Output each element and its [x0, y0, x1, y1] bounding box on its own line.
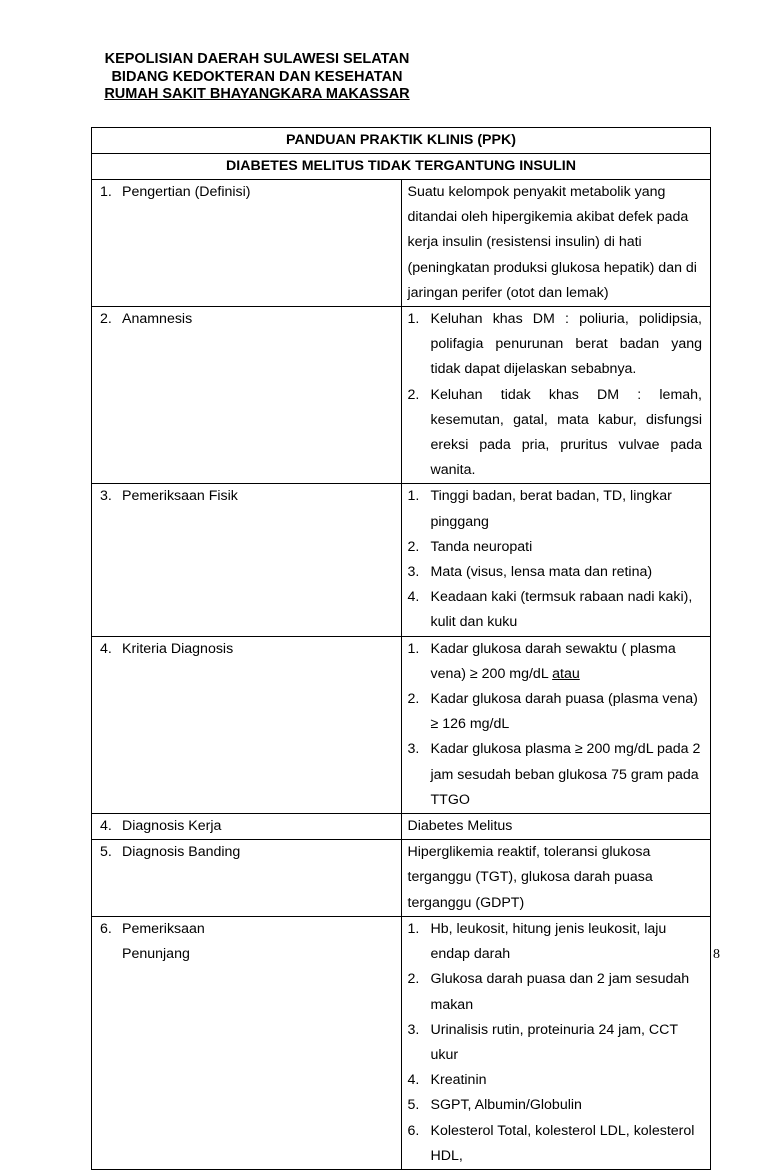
list-item [408, 585, 703, 635]
list-item-text: Kadar glukosa darah puasa (plasma vena) ≥ 126 mg/dL [430, 691, 698, 733]
row-label-cell [92, 814, 402, 840]
table-title: PANDUAN PRAKTIK KLINIS (PPK) [92, 128, 711, 154]
list-item [408, 687, 703, 737]
row-content-cell [401, 307, 711, 484]
list-item-number: 5. [407, 1097, 420, 1114]
row-number: 4. [100, 818, 112, 835]
list-item-number: 4. [407, 589, 420, 606]
list-item-number: 1. [407, 640, 420, 657]
row-number: 2. [100, 311, 112, 328]
table-row [92, 180, 711, 307]
list-item [408, 1068, 703, 1093]
item-list [408, 307, 703, 483]
table-row [92, 840, 711, 917]
row-label-cell [92, 636, 402, 813]
row-number: 4. [100, 640, 112, 657]
item-list [408, 484, 703, 635]
list-item [408, 1018, 703, 1068]
list-item-number: 3. [407, 564, 420, 581]
table-row [92, 636, 711, 813]
list-item [408, 560, 703, 585]
row-number: 3. [100, 488, 112, 505]
list-item [408, 917, 703, 967]
row-content-cell [401, 840, 711, 917]
document-header [92, 51, 422, 104]
ppk-table [91, 127, 711, 1170]
row-label: Pemeriksaan Fisik [122, 488, 238, 505]
list-item-text: Mata (visus, lensa mata dan retina) [430, 564, 653, 581]
list-item-text: Keadaan kaki (termsuk rabaan nadi kaki), kulit dan kuku [430, 589, 693, 631]
list-item-text: Urinalisis rutin, proteinuria 24 jam, CCT ukur [430, 1021, 678, 1063]
list-item [408, 637, 703, 687]
item-list [408, 917, 703, 1169]
list-item-number: 2. [407, 691, 420, 708]
list-item-number: 1. [407, 488, 420, 505]
list-item-number: 1. [407, 311, 420, 328]
list-item-number: 1. [407, 920, 420, 937]
row-label-cell [92, 916, 402, 1169]
row-content-cell [401, 180, 711, 307]
list-item-number: 2. [407, 538, 420, 555]
row-label: Diagnosis Banding [122, 844, 241, 861]
page-number: 8 [713, 947, 720, 962]
list-item [408, 535, 703, 560]
row-label-cell [92, 840, 402, 917]
list-item [408, 383, 703, 484]
list-item-number: 4. [407, 1072, 420, 1089]
list-item-text: SGPT, Albumin/Globulin [430, 1097, 582, 1114]
header-line-1: KEPOLISIAN DAERAH SULAWESI SELATAN [104, 51, 410, 67]
row-content-cell [401, 916, 711, 1169]
table-row [92, 307, 711, 484]
list-item-text: Kolesterol Total, kolesterol LDL, kolesterol HDL, [430, 1122, 695, 1164]
list-item-number: 2. [407, 386, 420, 403]
row-text: Hiperglikemia reaktif, toleransi glukosa terganggu (TGT), glukosa darah puasa terganggu (GDPT) [407, 844, 653, 911]
list-item [408, 967, 703, 1017]
item-list [408, 637, 703, 813]
list-item-text: Tanda neuropati [430, 538, 533, 555]
row-label-cell [92, 180, 402, 307]
row-content-cell [401, 814, 711, 840]
list-item-text: Kreatinin [430, 1072, 487, 1089]
title-row [92, 128, 711, 154]
row-label: Anamnesis [122, 311, 193, 328]
row-label-cell [92, 307, 402, 484]
list-item [408, 307, 703, 383]
list-item-text: Keluhan tidak khas DM : lemah, kesemutan, gatal, mata kabur, disfungsi ereksi pada pria, pruritus vulvae pada wanita. [430, 386, 702, 479]
list-item-text: Hb, leukosit, hitung jenis leukosit, laju endap darah [430, 920, 667, 963]
table-row [92, 814, 711, 840]
list-item-text: Kadar glukosa plasma ≥ 200 mg/dL pada 2 jam sesudah beban glukosa 75 gram pada TTGO [430, 741, 701, 808]
header-line-3: RUMAH SAKIT BHAYANGKARA MAKASSAR [104, 86, 410, 102]
row-label-cell [92, 484, 402, 636]
row-text: Diabetes Melitus [407, 818, 513, 835]
row-content-cell [401, 636, 711, 813]
list-item-text: Keluhan khas DM : poliuria, polidipsia, polifagia penurunan berat badan yang tidak dapat dijelaskan sebabnya. [430, 311, 702, 378]
row-label: Pengertian (Definisi) [122, 184, 251, 200]
row-number: 5. [100, 844, 112, 861]
subtitle-row [92, 154, 711, 180]
list-item [408, 1093, 703, 1118]
underlined-connector: atau [552, 665, 580, 682]
list-item [408, 1119, 703, 1169]
table-row [92, 916, 711, 1169]
list-item-number: 3. [407, 1021, 420, 1038]
row-label: Diagnosis Kerja [122, 818, 222, 835]
list-item-text: Kadar glukosa darah sewaktu ( plasma vena) ≥ 200 mg/dL [430, 640, 676, 682]
row-content-cell [401, 484, 711, 636]
list-item [408, 737, 703, 813]
table-row [92, 484, 711, 636]
header-line-2: BIDANG KEDOKTERAN DAN KESEHATAN [111, 68, 403, 85]
list-item-text: Glukosa darah puasa dan 2 jam sesudah makan [430, 971, 690, 1013]
list-item-text: Tinggi badan, berat badan, TD, lingkar pinggang [430, 488, 672, 530]
row-text: Suatu kelompok penyakit metabolik yang ditandai oleh hipergikemia akibat defek pada kerja insulin (resistensi insulin) di hati (peningkatan produksi glukosa hepatik) dan di jaringan perifer (otot dan lemak) [407, 184, 697, 301]
table-subtitle: DIABETES MELITUS TIDAK TERGANTUNG INSULIN [92, 154, 711, 180]
row-label: Kriteria Diagnosis [122, 640, 234, 657]
row-label: Pemeriksaan Penunjang [122, 920, 205, 963]
list-item-number: 6. [407, 1122, 420, 1139]
row-number: 6. [100, 920, 112, 937]
row-number: 1. [100, 184, 112, 200]
list-item-number: 2. [407, 971, 420, 988]
list-item [408, 484, 703, 534]
list-item-number: 3. [407, 741, 420, 758]
